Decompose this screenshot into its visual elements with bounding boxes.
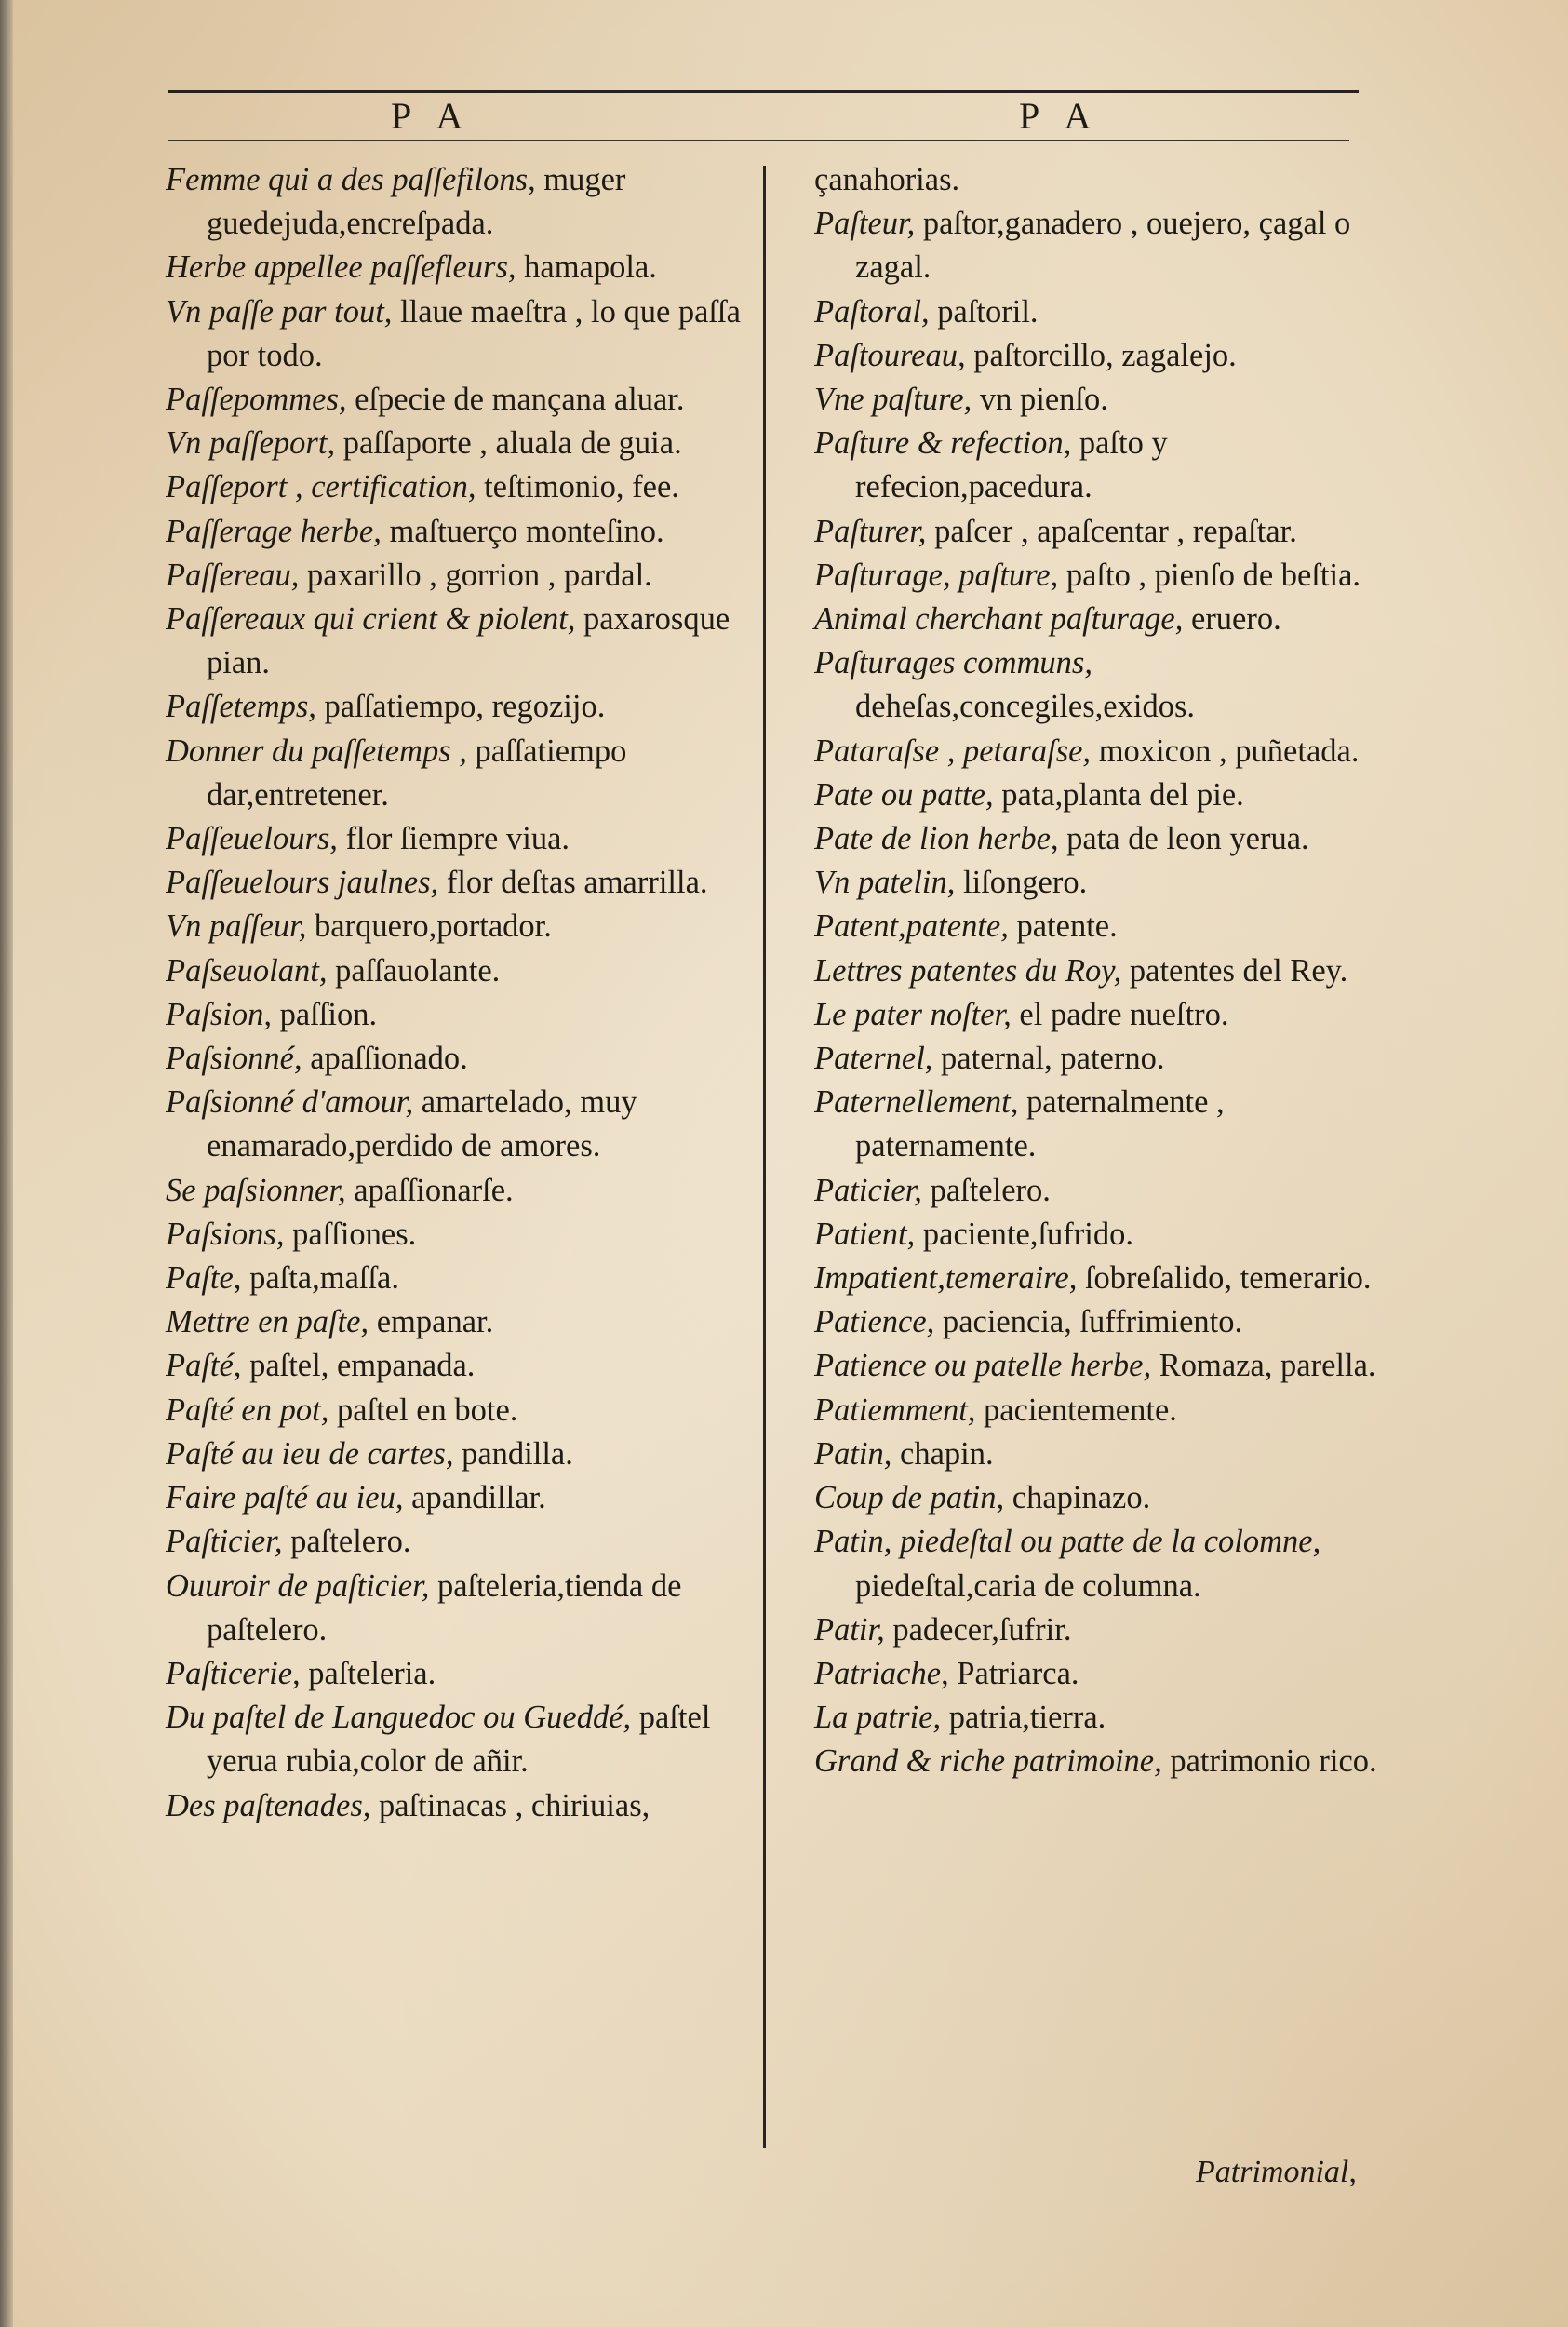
- dictionary-entry: [166, 949, 761, 993]
- dictionary-entry: [166, 993, 761, 1037]
- entry-translation: paſtor,ganadero , ouejero, çagal o zagal.: [855, 206, 1351, 286]
- entry-headword: Mettre en paſte,: [166, 1304, 369, 1340]
- entry-headword: Le pater noſter,: [814, 996, 1012, 1032]
- entry-translation: maſtuerço monteſino.: [381, 513, 664, 549]
- dictionary-entry: [166, 1433, 761, 1476]
- dictionary-entry: [814, 202, 1410, 289]
- dictionary-entry: [166, 1300, 761, 1344]
- dictionary-entry: [814, 334, 1410, 378]
- dictionary-entry: [814, 290, 1410, 334]
- entry-translation: paſtoril.: [929, 293, 1039, 330]
- entry-headword: Paſsions,: [166, 1216, 285, 1252]
- entry-headword: Patin,: [814, 1435, 892, 1472]
- entry-translation: paſſatiempo dar,entretener.: [207, 733, 627, 813]
- entry-headword: Paſſeport , certification,: [166, 469, 476, 505]
- entry-translation: paſtel, empanada.: [241, 1348, 476, 1384]
- entry-headword: Herbe appellee paſſefleurs,: [166, 249, 516, 286]
- entry-translation: paſteleria.: [300, 1655, 436, 1691]
- entry-headword: Impatient,temeraire,: [814, 1260, 1078, 1297]
- entry-translation: chapinazo.: [1004, 1480, 1151, 1516]
- entry-headword: Faire paſté au ieu,: [166, 1480, 404, 1516]
- entry-headword: Paſté au ieu de cartes,: [166, 1435, 454, 1472]
- dictionary-entry: [166, 1081, 761, 1168]
- entry-headword: Ouuroir de paſticier,: [166, 1567, 430, 1604]
- entry-headword: Vn patelin,: [814, 865, 956, 901]
- dictionary-entry: [166, 1037, 761, 1081]
- entry-headword: Paticier,: [814, 1172, 922, 1208]
- column-divider: [763, 166, 766, 2148]
- entry-translation: patentes del Rey.: [1121, 952, 1348, 989]
- entry-translation: padecer,ſufrir.: [884, 1611, 1072, 1648]
- entry-translation: paſtinacas , chiriuias,: [370, 1787, 650, 1823]
- entry-translation: teſtimonio, fee.: [476, 469, 679, 505]
- entry-headword: Paſté en pot,: [166, 1392, 329, 1428]
- entry-headword: Femme qui a des paſſefilons,: [166, 162, 536, 197]
- dictionary-entry: [166, 378, 761, 422]
- entry-translation: paſtorcillo, zagalejo.: [965, 337, 1237, 373]
- dictionary-entry: [814, 905, 1410, 948]
- entry-translation: hamapola.: [516, 249, 657, 286]
- entry-headword: Paſtoral,: [814, 293, 930, 330]
- dictionary-entry: [166, 730, 761, 817]
- entry-headword: Paſſetemps,: [166, 689, 316, 725]
- entry-headword: Patiemment,: [814, 1392, 976, 1428]
- dictionary-entry: [814, 641, 1410, 729]
- entry-headword: Paſſepommes,: [166, 382, 347, 418]
- dictionary-entry: [814, 1389, 1410, 1433]
- entry-headword: Paſticier,: [166, 1524, 283, 1560]
- entry-translation: paſſion.: [272, 996, 378, 1032]
- running-head-left: P A: [391, 95, 473, 137]
- dictionary-entry: [814, 730, 1410, 773]
- catchword: Patrimonial,: [1196, 2155, 1357, 2189]
- dictionary-entry: [166, 1696, 761, 1783]
- entry-headword: Donner du paſſetemps ,: [166, 733, 467, 769]
- entry-headword: Paſteur,: [814, 206, 916, 242]
- dictionary-entry: [814, 861, 1410, 905]
- entry-headword: Paſté,: [166, 1348, 242, 1384]
- entry-translation: paxarosque pian.: [207, 601, 730, 681]
- dictionary-entry: [814, 1081, 1410, 1168]
- entry-translation: amartelado, muy enamarado,perdido de amores.: [207, 1084, 637, 1164]
- entry-translation: muger guedejuda,encreſpada.: [207, 162, 626, 242]
- dictionary-entry: [166, 1389, 761, 1433]
- entry-translation: paciencia, ſuffrimiento.: [934, 1304, 1243, 1340]
- dictionary-entry: [814, 1476, 1410, 1520]
- dictionary-entry: [814, 1608, 1410, 1652]
- page-edge-shadow: [0, 0, 13, 2327]
- entry-translation: eſpecie de mançana aluar.: [346, 382, 685, 418]
- entry-translation: apandillar.: [403, 1480, 546, 1516]
- dictionary-entry: [166, 1257, 761, 1300]
- dictionary-entry: [166, 1344, 761, 1388]
- dictionary-entry: [814, 1037, 1410, 1081]
- dictionary-entry: [814, 1213, 1410, 1257]
- dictionary-entry: [814, 422, 1410, 509]
- entry-headword: Paſtoureau,: [814, 337, 966, 373]
- entry-headword: Patient,: [814, 1216, 916, 1252]
- entry-headword: Paſſereau,: [166, 557, 300, 593]
- entry-translation: barquero,portador.: [306, 908, 552, 945]
- dictionary-entry: [814, 1696, 1410, 1740]
- dictionary-entry: [814, 1520, 1410, 1607]
- entry-translation: moxicon , puñetada.: [1091, 733, 1360, 769]
- entry-translation: Romaza, parella.: [1151, 1348, 1376, 1384]
- dictionary-entry: [166, 290, 761, 378]
- entry-translation: paſtelero.: [921, 1172, 1051, 1208]
- entry-translation: patria,tierra.: [941, 1700, 1106, 1736]
- dictionary-entry: [166, 465, 761, 509]
- entry-headword: Patent,patente,: [814, 908, 1009, 945]
- dictionary-entry: [814, 949, 1410, 993]
- dictionary-entry: [814, 993, 1410, 1037]
- dictionary-entry: [166, 158, 761, 246]
- entry-headword: Paſticerie,: [166, 1655, 301, 1691]
- dictionary-entry: [166, 598, 761, 685]
- entry-headword: Paſsionné d'amour,: [166, 1084, 414, 1121]
- entry-headword: Paſſerage herbe,: [166, 513, 382, 549]
- header-rule-lower: [168, 140, 1349, 141]
- entry-headword: Paſsion,: [166, 996, 273, 1032]
- entry-headword: Paternel,: [814, 1041, 933, 1077]
- entry-translation: flor deſtas amarrilla.: [438, 865, 708, 901]
- dictionary-entry: [814, 1300, 1410, 1344]
- entry-headword: Paſture & refection,: [814, 425, 1072, 462]
- entry-headword: Paſſeuelours,: [166, 821, 338, 857]
- entry-headword: Patir,: [814, 1611, 885, 1648]
- dictionary-entry: [814, 378, 1410, 422]
- entry-translation: piedeſtal,caria de columna.: [855, 1567, 1201, 1604]
- entry-translation: pandilla.: [453, 1435, 573, 1472]
- entry-headword: Grand & riche patrimoine,: [814, 1743, 1162, 1780]
- entry-headword: Paſſeuelours jaulnes,: [166, 865, 439, 901]
- entry-headword: Vne paſture,: [814, 382, 972, 418]
- entry-headword: Paſturage, paſture,: [814, 557, 1059, 593]
- entry-translation: apaſſionarſe.: [345, 1172, 514, 1208]
- entry-translation: paxarillo , gorrion , pardal.: [299, 557, 652, 593]
- entry-headword: Vn paſſeur,: [166, 908, 307, 945]
- entry-headword: Patience,: [814, 1304, 935, 1340]
- entry-translation: paſta,maſſa.: [241, 1260, 399, 1297]
- entry-headword: Paſte,: [166, 1260, 242, 1297]
- entry-translation: paſſauolante.: [327, 952, 501, 989]
- entry-translation: llaue maeſtra , lo que paſſa por todo.: [207, 293, 741, 373]
- dictionary-entry: [814, 817, 1410, 861]
- dictionary-entry: [166, 422, 761, 465]
- dictionary-entry: [814, 1433, 1410, 1476]
- entry-translation: el padre nueſtro.: [1011, 996, 1229, 1032]
- dictionary-entry: [166, 1565, 761, 1652]
- entry-headword: Pate ou patte,: [814, 776, 994, 813]
- entry-translation: flor ſiempre viua.: [337, 821, 570, 857]
- entry-translation: paſto y refecion,pacedura.: [855, 425, 1168, 505]
- entry-headword: Pataraſse , petaraſse,: [814, 733, 1092, 769]
- entry-translation: vn pienſo.: [972, 382, 1108, 418]
- entry-translation: paſſatiempo, regozijo.: [315, 689, 606, 725]
- entry-translation: patrimonio rico.: [1161, 1743, 1377, 1780]
- entry-headword: Patin, piedeſtal ou patte de la colomne,: [814, 1524, 1321, 1560]
- dictionary-entry: [814, 1740, 1410, 1783]
- entry-translation: paſſaporte , aluala de guia.: [335, 425, 682, 462]
- dictionary-entry: [166, 861, 761, 905]
- entry-translation: paternalmente , paternamente.: [855, 1084, 1225, 1164]
- entry-headword: Paſsionné,: [166, 1041, 302, 1077]
- entry-headword: Vn paſſeport,: [166, 425, 336, 462]
- entry-headword: Du paſtel de Languedoc ou Gueddé,: [166, 1700, 632, 1736]
- entry-headword: Patience ou patelle herbe,: [814, 1348, 1152, 1384]
- header-rule: [168, 90, 1359, 93]
- dictionary-entry: [814, 598, 1410, 641]
- dictionary-entry: [166, 1169, 761, 1213]
- dictionary-entry: [166, 1784, 761, 1828]
- entry-translation: chapin.: [891, 1435, 994, 1472]
- dictionary-entry: [814, 773, 1410, 817]
- entry-headword: Paſſereaux qui crient & piolent,: [166, 601, 576, 638]
- entry-translation: ſobreſalido, temerario.: [1077, 1260, 1372, 1297]
- entry-translation: paſtel en bote.: [328, 1392, 518, 1428]
- entry-headword: Patriache,: [814, 1655, 949, 1691]
- entry-translation: paſcer , apaſcentar , repaſtar.: [926, 513, 1297, 549]
- dictionary-entry: [814, 510, 1410, 554]
- entry-translation: apaſſionado.: [302, 1041, 468, 1077]
- dictionary-entry: [166, 1520, 761, 1564]
- entry-headword: Des paſtenades,: [166, 1787, 371, 1823]
- dictionary-entry: [166, 817, 761, 861]
- dictionary-entry: [814, 1257, 1410, 1300]
- entry-translation: paſtel yerua rubia,color de añir.: [207, 1700, 711, 1780]
- entry-headword: Paternellement,: [814, 1084, 1019, 1121]
- left-column: [166, 158, 761, 1828]
- entry-translation: patente.: [1008, 908, 1118, 945]
- entry-translation: paſto , pienſo de beſtia.: [1058, 557, 1361, 593]
- dictionary-entry: [814, 1169, 1410, 1213]
- entry-headword: Vn paſſe par tout,: [166, 293, 393, 330]
- entry-translation: pata,planta del pie.: [993, 776, 1244, 813]
- dictionary-entry: [166, 1213, 761, 1257]
- entry-headword: Paſseuolant,: [166, 952, 328, 989]
- entry-translation: paſtelero.: [282, 1524, 411, 1560]
- entry-headword: Se paſsionner,: [166, 1172, 346, 1208]
- entry-headword: Lettres patentes du Roy,: [814, 952, 1122, 989]
- entry-translation: eruero.: [1183, 601, 1281, 638]
- dictionary-entry: [814, 554, 1410, 598]
- entry-translation: paciente,ſufrido.: [915, 1216, 1133, 1252]
- entry-translation: pata de leon yerua.: [1058, 821, 1309, 857]
- entry-headword: Coup de patin,: [814, 1480, 1005, 1516]
- entry-headword: Pate de lion herbe,: [814, 821, 1059, 857]
- entry-translation: Patriarca.: [948, 1655, 1079, 1691]
- entry-headword: Paſturages communs,: [814, 645, 1092, 681]
- entry-translation: paternal, paterno.: [932, 1041, 1165, 1077]
- dictionary-entry: [814, 1344, 1410, 1388]
- entry-translation: paſſiones.: [284, 1216, 417, 1252]
- dictionary-entry: [814, 158, 1410, 202]
- entry-translation: pacientemente.: [975, 1392, 1177, 1428]
- running-head-right: P A: [1019, 95, 1101, 137]
- entry-headword: Animal cherchant paſturage,: [814, 601, 1184, 638]
- dictionary-entry: [166, 1476, 761, 1520]
- dictionary-entry: [166, 246, 761, 289]
- dictionary-entry: [166, 905, 761, 948]
- entry-translation: deheſas,concegiles,exidos.: [855, 689, 1195, 725]
- dictionary-entry: [166, 685, 761, 729]
- entry-headword: Paſturer,: [814, 513, 927, 549]
- entry-translation: liſongero.: [955, 865, 1088, 901]
- entry-headword: La patrie,: [814, 1700, 942, 1736]
- dictionary-entry: [166, 510, 761, 554]
- dictionary-entry: [166, 1652, 761, 1696]
- entry-translation: empanar.: [369, 1304, 494, 1340]
- right-column: [814, 158, 1410, 1784]
- dictionary-entry: [814, 1652, 1410, 1696]
- entry-translation: paſteleria,tienda de paſtelero.: [207, 1567, 682, 1648]
- dictionary-entry: [166, 554, 761, 598]
- entry-translation: çanahorias.: [814, 162, 960, 197]
